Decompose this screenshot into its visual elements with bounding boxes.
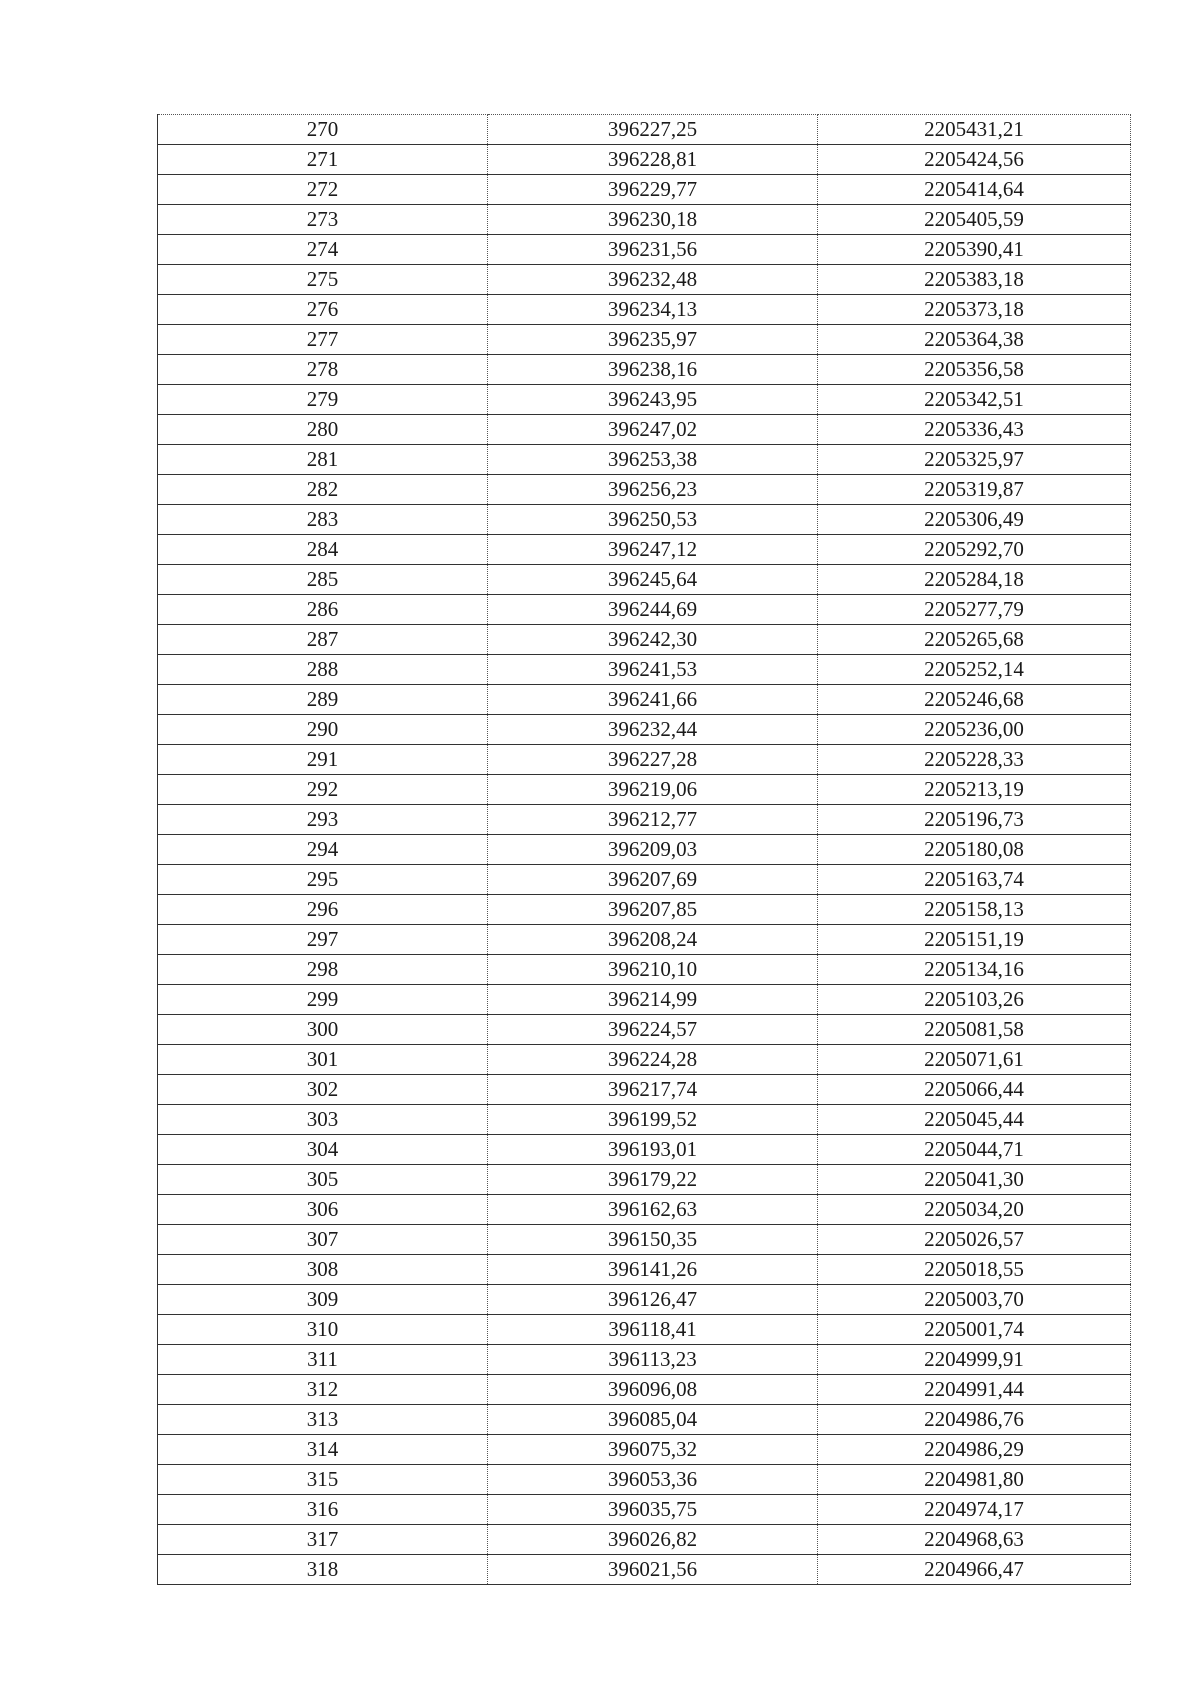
table-row	[158, 955, 1131, 985]
table-row	[158, 1195, 1131, 1225]
x-coordinate-cell: 396231,56	[488, 235, 818, 265]
x-coordinate-cell: 396199,52	[488, 1105, 818, 1135]
y-coordinate-cell: 2205277,79	[818, 595, 1131, 625]
point-number-cell: 282	[158, 475, 488, 505]
x-coordinate-cell: 396227,25	[488, 115, 818, 145]
point-number-cell: 286	[158, 595, 488, 625]
point-number-cell: 312	[158, 1375, 488, 1405]
y-coordinate-cell: 2205373,18	[818, 295, 1131, 325]
table-row	[158, 1225, 1131, 1255]
x-coordinate-cell: 396217,74	[488, 1075, 818, 1105]
y-coordinate-cell: 2205158,13	[818, 895, 1131, 925]
y-coordinate-cell: 2205284,18	[818, 565, 1131, 595]
point-number-cell: 317	[158, 1525, 488, 1555]
y-coordinate-cell: 2205213,19	[818, 775, 1131, 805]
y-coordinate-cell: 2205103,26	[818, 985, 1131, 1015]
x-coordinate-cell: 396162,63	[488, 1195, 818, 1225]
point-number-cell: 295	[158, 865, 488, 895]
y-coordinate-cell: 2205001,74	[818, 1315, 1131, 1345]
x-coordinate-cell: 396219,06	[488, 775, 818, 805]
point-number-cell: 272	[158, 175, 488, 205]
table-row	[158, 625, 1131, 655]
point-number-cell: 273	[158, 205, 488, 235]
table-row	[158, 1465, 1131, 1495]
x-coordinate-cell: 396113,23	[488, 1345, 818, 1375]
table-row	[158, 1345, 1131, 1375]
point-number-cell: 304	[158, 1135, 488, 1165]
point-number-cell: 277	[158, 325, 488, 355]
point-number-cell: 297	[158, 925, 488, 955]
table-row	[158, 1435, 1131, 1465]
x-coordinate-cell: 396256,23	[488, 475, 818, 505]
x-coordinate-cell: 396021,56	[488, 1555, 818, 1585]
table-row	[158, 1255, 1131, 1285]
point-number-cell: 306	[158, 1195, 488, 1225]
table-row	[158, 1525, 1131, 1555]
x-coordinate-cell: 396224,57	[488, 1015, 818, 1045]
point-number-cell: 296	[158, 895, 488, 925]
table-row	[158, 175, 1131, 205]
y-coordinate-cell: 2205364,38	[818, 325, 1131, 355]
x-coordinate-cell: 396241,53	[488, 655, 818, 685]
table-row	[158, 1105, 1131, 1135]
x-coordinate-cell: 396232,48	[488, 265, 818, 295]
point-number-cell: 279	[158, 385, 488, 415]
y-coordinate-cell: 2205383,18	[818, 265, 1131, 295]
y-coordinate-cell: 2205431,21	[818, 115, 1131, 145]
x-coordinate-cell: 396096,08	[488, 1375, 818, 1405]
coordinates-table-body	[158, 115, 1131, 1585]
y-coordinate-cell: 2205325,97	[818, 445, 1131, 475]
y-coordinate-cell: 2205265,68	[818, 625, 1131, 655]
x-coordinate-cell: 396247,12	[488, 535, 818, 565]
table-row	[158, 295, 1131, 325]
table-row	[158, 445, 1131, 475]
x-coordinate-cell: 396026,82	[488, 1525, 818, 1555]
y-coordinate-cell: 2204981,80	[818, 1465, 1131, 1495]
y-coordinate-cell: 2205044,71	[818, 1135, 1131, 1165]
x-coordinate-cell: 396230,18	[488, 205, 818, 235]
point-number-cell: 292	[158, 775, 488, 805]
y-coordinate-cell: 2205066,44	[818, 1075, 1131, 1105]
point-number-cell: 308	[158, 1255, 488, 1285]
y-coordinate-cell: 2204986,76	[818, 1405, 1131, 1435]
point-number-cell: 299	[158, 985, 488, 1015]
table-row	[158, 685, 1131, 715]
y-coordinate-cell: 2204966,47	[818, 1555, 1131, 1585]
table-row	[158, 1405, 1131, 1435]
point-number-cell: 298	[158, 955, 488, 985]
y-coordinate-cell: 2205246,68	[818, 685, 1131, 715]
point-number-cell: 309	[158, 1285, 488, 1315]
table-row	[158, 715, 1131, 745]
y-coordinate-cell: 2205026,57	[818, 1225, 1131, 1255]
y-coordinate-cell: 2205356,58	[818, 355, 1131, 385]
x-coordinate-cell: 396212,77	[488, 805, 818, 835]
table-row	[158, 205, 1131, 235]
x-coordinate-cell: 396234,13	[488, 295, 818, 325]
y-coordinate-cell: 2205342,51	[818, 385, 1131, 415]
table-row	[158, 1285, 1131, 1315]
x-coordinate-cell: 396193,01	[488, 1135, 818, 1165]
point-number-cell: 316	[158, 1495, 488, 1525]
y-coordinate-cell: 2205151,19	[818, 925, 1131, 955]
table-row	[158, 1495, 1131, 1525]
x-coordinate-cell: 396179,22	[488, 1165, 818, 1195]
y-coordinate-cell: 2205336,43	[818, 415, 1131, 445]
y-coordinate-cell: 2205163,74	[818, 865, 1131, 895]
x-coordinate-cell: 396242,30	[488, 625, 818, 655]
table-row	[158, 1075, 1131, 1105]
point-number-cell: 303	[158, 1105, 488, 1135]
x-coordinate-cell: 396247,02	[488, 415, 818, 445]
x-coordinate-cell: 396232,44	[488, 715, 818, 745]
point-number-cell: 293	[158, 805, 488, 835]
y-coordinate-cell: 2204986,29	[818, 1435, 1131, 1465]
point-number-cell: 285	[158, 565, 488, 595]
x-coordinate-cell: 396245,64	[488, 565, 818, 595]
y-coordinate-cell: 2205071,61	[818, 1045, 1131, 1075]
x-coordinate-cell: 396210,10	[488, 955, 818, 985]
x-coordinate-cell: 396208,24	[488, 925, 818, 955]
table-row	[158, 235, 1131, 265]
y-coordinate-cell: 2205424,56	[818, 145, 1131, 175]
y-coordinate-cell: 2205306,49	[818, 505, 1131, 535]
point-number-cell: 287	[158, 625, 488, 655]
table-row	[158, 1165, 1131, 1195]
point-number-cell: 307	[158, 1225, 488, 1255]
point-number-cell: 300	[158, 1015, 488, 1045]
table-row	[158, 265, 1131, 295]
y-coordinate-cell: 2205081,58	[818, 1015, 1131, 1045]
point-number-cell: 305	[158, 1165, 488, 1195]
table-row	[158, 655, 1131, 685]
table-row	[158, 1555, 1131, 1585]
x-coordinate-cell: 396035,75	[488, 1495, 818, 1525]
x-coordinate-cell: 396244,69	[488, 595, 818, 625]
y-coordinate-cell: 2205252,14	[818, 655, 1131, 685]
point-number-cell: 270	[158, 115, 488, 145]
coordinates-table	[157, 114, 1131, 1585]
table-row	[158, 1375, 1131, 1405]
x-coordinate-cell: 396075,32	[488, 1435, 818, 1465]
table-row	[158, 985, 1131, 1015]
point-number-cell: 301	[158, 1045, 488, 1075]
y-coordinate-cell: 2205319,87	[818, 475, 1131, 505]
point-number-cell: 289	[158, 685, 488, 715]
y-coordinate-cell: 2205390,41	[818, 235, 1131, 265]
y-coordinate-cell: 2205292,70	[818, 535, 1131, 565]
point-number-cell: 288	[158, 655, 488, 685]
x-coordinate-cell: 396238,16	[488, 355, 818, 385]
table-row	[158, 505, 1131, 535]
y-coordinate-cell: 2205003,70	[818, 1285, 1131, 1315]
y-coordinate-cell: 2205041,30	[818, 1165, 1131, 1195]
x-coordinate-cell: 396207,69	[488, 865, 818, 895]
table-row	[158, 745, 1131, 775]
x-coordinate-cell: 396228,81	[488, 145, 818, 175]
table-row	[158, 925, 1131, 955]
point-number-cell: 302	[158, 1075, 488, 1105]
x-coordinate-cell: 396224,28	[488, 1045, 818, 1075]
x-coordinate-cell: 396241,66	[488, 685, 818, 715]
point-number-cell: 294	[158, 835, 488, 865]
table-row	[158, 325, 1131, 355]
table-row	[158, 1135, 1131, 1165]
y-coordinate-cell: 2205228,33	[818, 745, 1131, 775]
table-row	[158, 835, 1131, 865]
table-row	[158, 145, 1131, 175]
point-number-cell: 274	[158, 235, 488, 265]
point-number-cell: 284	[158, 535, 488, 565]
table-row	[158, 1315, 1131, 1345]
x-coordinate-cell: 396126,47	[488, 1285, 818, 1315]
x-coordinate-cell: 396214,99	[488, 985, 818, 1015]
x-coordinate-cell: 396229,77	[488, 175, 818, 205]
point-number-cell: 318	[158, 1555, 488, 1585]
table-row	[158, 565, 1131, 595]
table-row	[158, 865, 1131, 895]
table-row	[158, 415, 1131, 445]
point-number-cell: 271	[158, 145, 488, 175]
table-row	[158, 475, 1131, 505]
point-number-cell: 281	[158, 445, 488, 475]
point-number-cell: 290	[158, 715, 488, 745]
y-coordinate-cell: 2204968,63	[818, 1525, 1131, 1555]
y-coordinate-cell: 2205134,16	[818, 955, 1131, 985]
table-row	[158, 385, 1131, 415]
x-coordinate-cell: 396243,95	[488, 385, 818, 415]
point-number-cell: 276	[158, 295, 488, 325]
x-coordinate-cell: 396253,38	[488, 445, 818, 475]
point-number-cell: 291	[158, 745, 488, 775]
x-coordinate-cell: 396207,85	[488, 895, 818, 925]
y-coordinate-cell: 2205045,44	[818, 1105, 1131, 1135]
table-row	[158, 775, 1131, 805]
point-number-cell: 283	[158, 505, 488, 535]
point-number-cell: 278	[158, 355, 488, 385]
y-coordinate-cell: 2205414,64	[818, 175, 1131, 205]
y-coordinate-cell: 2204999,91	[818, 1345, 1131, 1375]
point-number-cell: 314	[158, 1435, 488, 1465]
y-coordinate-cell: 2205018,55	[818, 1255, 1131, 1285]
point-number-cell: 275	[158, 265, 488, 295]
table-row	[158, 895, 1131, 925]
table-row	[158, 115, 1131, 145]
y-coordinate-cell: 2205180,08	[818, 835, 1131, 865]
x-coordinate-cell: 396235,97	[488, 325, 818, 355]
point-number-cell: 313	[158, 1405, 488, 1435]
x-coordinate-cell: 396141,26	[488, 1255, 818, 1285]
point-number-cell: 311	[158, 1345, 488, 1375]
y-coordinate-cell: 2204991,44	[818, 1375, 1131, 1405]
table-row	[158, 1015, 1131, 1045]
x-coordinate-cell: 396150,35	[488, 1225, 818, 1255]
x-coordinate-cell: 396250,53	[488, 505, 818, 535]
y-coordinate-cell: 2205236,00	[818, 715, 1131, 745]
point-number-cell: 310	[158, 1315, 488, 1345]
x-coordinate-cell: 396118,41	[488, 1315, 818, 1345]
y-coordinate-cell: 2205196,73	[818, 805, 1131, 835]
table-row	[158, 535, 1131, 565]
table-row	[158, 805, 1131, 835]
table-row	[158, 595, 1131, 625]
y-coordinate-cell: 2205034,20	[818, 1195, 1131, 1225]
y-coordinate-cell: 2205405,59	[818, 205, 1131, 235]
x-coordinate-cell: 396227,28	[488, 745, 818, 775]
y-coordinate-cell: 2204974,17	[818, 1495, 1131, 1525]
point-number-cell: 315	[158, 1465, 488, 1495]
table-row	[158, 355, 1131, 385]
table-row	[158, 1045, 1131, 1075]
point-number-cell: 280	[158, 415, 488, 445]
x-coordinate-cell: 396209,03	[488, 835, 818, 865]
x-coordinate-cell: 396053,36	[488, 1465, 818, 1495]
x-coordinate-cell: 396085,04	[488, 1405, 818, 1435]
